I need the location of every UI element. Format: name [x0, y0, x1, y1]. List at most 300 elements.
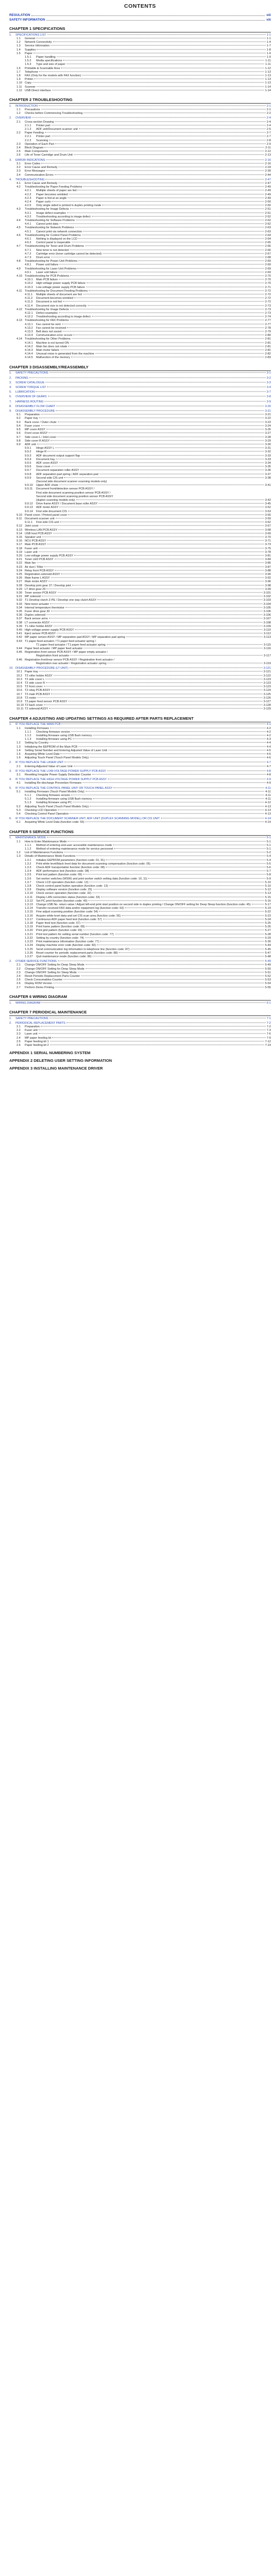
- toc-entry[interactable]: [9, 454, 271, 458]
- toc-entry[interactable]: [9, 178, 271, 182]
- toc-entry[interactable]: [9, 654, 271, 658]
- toc-entry[interactable]: [9, 903, 271, 907]
- toc-entry[interactable]: [9, 836, 271, 840]
- toc-entry[interactable]: [9, 425, 271, 428]
- toc-entry[interactable]: [9, 617, 271, 621]
- toc-entry[interactable]: [9, 532, 271, 536]
- toc-entry[interactable]: [9, 547, 271, 551]
- toc-entry[interactable]: [9, 551, 271, 554]
- toc-entry[interactable]: [9, 293, 271, 297]
- toc-entry[interactable]: [9, 308, 271, 312]
- toc-entry[interactable]: [9, 371, 271, 375]
- toc-entry[interactable]: [9, 738, 271, 741]
- toc-entry[interactable]: [9, 877, 271, 881]
- toc-entry[interactable]: [9, 428, 271, 432]
- toc-entry[interactable]: [9, 682, 271, 685]
- toc-entry[interactable]: [9, 787, 271, 790]
- toc-entry[interactable]: [9, 968, 271, 971]
- toc-entry[interactable]: [9, 1029, 271, 1032]
- toc-entry[interactable]: [9, 271, 271, 275]
- toc-entry-page: 2-49: [265, 185, 271, 189]
- toc-entry[interactable]: [9, 197, 271, 200]
- toc-entry[interactable]: [9, 952, 271, 955]
- toc-entry[interactable]: [9, 495, 271, 499]
- toc-entry[interactable]: [9, 241, 271, 245]
- toc-entry[interactable]: [9, 212, 271, 215]
- toc-entry[interactable]: [9, 625, 271, 629]
- toc-entry-title: Check LCD operation (function code: 12): [36, 880, 89, 884]
- toc-entry[interactable]: [9, 840, 271, 844]
- toc-entry[interactable]: [9, 506, 271, 510]
- toc-leader-dots: [59, 462, 264, 463]
- toc-entry[interactable]: [9, 798, 271, 801]
- toc-entry[interactable]: [9, 226, 271, 230]
- toc-entry[interactable]: [9, 487, 271, 491]
- toc-entry[interactable]: [9, 948, 271, 952]
- toc-entry[interactable]: [9, 469, 271, 472]
- toc-entry[interactable]: [9, 1032, 271, 1036]
- toc-entry[interactable]: [9, 888, 271, 892]
- toc-entry[interactable]: [9, 859, 271, 862]
- toc-entry[interactable]: [9, 139, 271, 143]
- toc-entry[interactable]: [9, 458, 271, 462]
- toc-entry[interactable]: [9, 629, 271, 632]
- toc-entry[interactable]: [9, 584, 271, 588]
- toc-entry[interactable]: [9, 821, 271, 824]
- toc-entry[interactable]: [9, 381, 271, 385]
- toc-entry-title: Printer: [25, 78, 34, 81]
- toc-entry[interactable]: [9, 342, 271, 345]
- toc-entry[interactable]: [9, 543, 271, 547]
- toc-entry[interactable]: [9, 400, 271, 404]
- toc-entry[interactable]: [9, 700, 271, 704]
- toc-entry[interactable]: [9, 1022, 271, 1025]
- toc-entry-page: 1-4: [266, 41, 271, 44]
- toc-entry[interactable]: [9, 770, 271, 773]
- toc-entry[interactable]: [9, 319, 271, 323]
- toc-entry[interactable]: [9, 1002, 271, 1005]
- toc-entry[interactable]: [9, 143, 271, 146]
- toc-entry[interactable]: [9, 595, 271, 599]
- toc-entry[interactable]: [9, 896, 271, 900]
- toc-entry[interactable]: [9, 252, 271, 256]
- toc-entry[interactable]: [9, 805, 271, 809]
- toc-entry[interactable]: [9, 89, 271, 93]
- toc-entry[interactable]: [9, 386, 271, 389]
- toc-entry[interactable]: [9, 300, 271, 304]
- toc-entry[interactable]: [9, 636, 271, 639]
- toc-entry[interactable]: [9, 678, 271, 682]
- toc-entry[interactable]: [9, 944, 271, 947]
- toc-entry[interactable]: [9, 1037, 271, 1040]
- toc-entry[interactable]: [9, 580, 271, 584]
- toc-entry[interactable]: [9, 707, 271, 711]
- toc-entry[interactable]: [9, 697, 271, 700]
- toc-entry[interactable]: [9, 405, 271, 409]
- toc-entry[interactable]: [9, 704, 271, 707]
- toc-entry[interactable]: [9, 71, 271, 74]
- toc-entry[interactable]: [9, 108, 271, 112]
- toc-entry[interactable]: [9, 116, 271, 120]
- toc-entry[interactable]: [9, 749, 271, 753]
- toc-entry[interactable]: [9, 56, 271, 59]
- toc-entry[interactable]: [9, 885, 271, 888]
- toc-entry[interactable]: [9, 566, 271, 569]
- toc-entry[interactable]: [9, 219, 271, 223]
- toc-entry[interactable]: [9, 263, 271, 267]
- toc-entry-number: 4.3.1: [25, 211, 31, 215]
- toc-entry[interactable]: [9, 337, 271, 341]
- toc-entry[interactable]: [9, 37, 271, 41]
- toc-entry[interactable]: [9, 517, 271, 521]
- toc-entry[interactable]: [9, 135, 271, 139]
- toc-entry-number: 2.7: [17, 986, 21, 989]
- toc-entry[interactable]: [9, 421, 271, 425]
- toc-entry-page: 3-27: [265, 432, 271, 435]
- toc-entry[interactable]: [9, 662, 271, 666]
- toc-entry-title: Document separation roller ASSY: [36, 469, 79, 472]
- toc-entry-number: 1.6: [17, 756, 21, 760]
- toc-entry-page: 5-29: [265, 936, 271, 940]
- toc-entry[interactable]: [9, 986, 271, 990]
- toc-entry[interactable]: [9, 59, 271, 63]
- toc-entry[interactable]: [9, 112, 271, 115]
- toc-entry[interactable]: [9, 603, 271, 606]
- toc-entry[interactable]: [9, 215, 271, 219]
- toc-entry[interactable]: [9, 937, 271, 940]
- toc-entry-title: Error Cause and Remedy: [25, 181, 58, 185]
- toc-entry[interactable]: [9, 907, 271, 910]
- toc-entry[interactable]: [9, 591, 271, 595]
- toc-entry-page: 2-52: [265, 215, 271, 218]
- toc-entry[interactable]: [9, 74, 271, 78]
- toc-entry[interactable]: [9, 349, 271, 352]
- toc-entry[interactable]: [9, 154, 271, 157]
- toc-entry[interactable]: [9, 323, 271, 327]
- toc-entry[interactable]: [9, 282, 271, 285]
- toc-entry[interactable]: [9, 745, 271, 749]
- toc-entry[interactable]: [9, 249, 271, 252]
- toc-entry-number: 1.12: [17, 89, 22, 92]
- toc-entry[interactable]: [9, 33, 271, 37]
- toc-entry[interactable]: [9, 881, 271, 885]
- toc-entry-page: 3-106: [263, 614, 271, 617]
- toc-entry[interactable]: [9, 940, 271, 944]
- toc-entry[interactable]: [9, 975, 271, 978]
- toc-entry[interactable]: [9, 658, 271, 662]
- toc-entry-title: DISASSEMBLY PROCEDURE (LT UNIT): [15, 667, 69, 670]
- toc-entry[interactable]: [9, 345, 271, 349]
- toc-entry[interactable]: [9, 304, 271, 308]
- toc-entry[interactable]: [9, 170, 271, 173]
- toc-entry-number: 4.10.1: [25, 278, 33, 282]
- toc-entry-title: Change ON/OFF Setting for Sleep Mode: [25, 971, 77, 974]
- appendix-heading[interactable]: APPENDIX 3 INSTALLING MAINTENANCE DRIVER: [9, 1066, 103, 1071]
- toc-entry-title: Display ROM Version: [25, 982, 53, 986]
- toc-entry[interactable]: [9, 801, 271, 805]
- toc-entry[interactable]: [9, 410, 271, 413]
- toc-entry-number: 4.8.1: [25, 263, 31, 267]
- toc-entry[interactable]: [9, 1044, 271, 1047]
- toc-entry[interactable]: [9, 790, 271, 794]
- toc-entry[interactable]: [9, 275, 271, 278]
- toc-entry-title: Printable & Scannable Area: [25, 66, 60, 70]
- toc-entry[interactable]: [9, 162, 271, 166]
- toc-entry[interactable]: [9, 327, 271, 330]
- toc-entry[interactable]: [9, 873, 271, 877]
- toc-entry-title: Cartridge error (toner cartridge cannot be detected): [36, 252, 102, 256]
- toc-entry[interactable]: [9, 121, 271, 124]
- toc-entry[interactable]: [9, 514, 271, 517]
- toc-entry[interactable]: [9, 573, 271, 577]
- toc-entry[interactable]: [9, 450, 271, 454]
- toc-entry[interactable]: [9, 67, 271, 71]
- toc-entry[interactable]: [9, 286, 271, 290]
- toc-entry[interactable]: [9, 569, 271, 573]
- toc-entry[interactable]: [9, 925, 271, 929]
- toc-entry[interactable]: [9, 432, 271, 435]
- toc-entry[interactable]: [9, 521, 271, 524]
- toc-entry[interactable]: [9, 685, 271, 689]
- toc-entry[interactable]: [9, 465, 271, 469]
- toc-entry[interactable]: [9, 558, 271, 562]
- toc-entry[interactable]: [9, 812, 271, 816]
- toc-entry-page: 2-11: [265, 146, 271, 150]
- toc-entry[interactable]: [9, 621, 271, 625]
- toc-entry[interactable]: [9, 395, 271, 399]
- toc-entry[interactable]: [9, 413, 271, 417]
- toc-entry-title: IF YOU REPLACE THE LASER UNIT: [15, 761, 64, 765]
- toc-entry[interactable]: [9, 866, 271, 870]
- toc-entry[interactable]: [9, 955, 271, 959]
- toc-entry[interactable]: [9, 208, 271, 211]
- toc-entry[interactable]: [9, 128, 271, 131]
- toc-entry[interactable]: [9, 778, 271, 782]
- toc-entry[interactable]: [9, 651, 271, 654]
- toc-entry[interactable]: [9, 960, 271, 963]
- toc-entry-number: 2.2: [17, 1029, 21, 1032]
- toc-entry[interactable]: [9, 417, 271, 420]
- appendix-heading[interactable]: APPENDIX 1 SERIAL NUMBERING SYSTEM: [9, 1050, 91, 1056]
- toc-entry-title: Preparation: [25, 413, 40, 417]
- toc-entry[interactable]: [9, 502, 271, 506]
- toc-entry[interactable]: [9, 731, 271, 734]
- toc-entry[interactable]: [9, 480, 271, 484]
- toc-entry-number: 1.11: [17, 85, 22, 89]
- toc-entry[interactable]: [9, 539, 271, 543]
- toc-entry[interactable]: [9, 577, 271, 580]
- appendix-heading[interactable]: APPENDIX 2 DELETING USER SETTING INFORMATION: [9, 1058, 112, 1063]
- toc-entry[interactable]: [9, 330, 271, 334]
- toc-entry[interactable]: [9, 334, 271, 337]
- toc-entry[interactable]: [9, 439, 271, 443]
- toc-entry[interactable]: [9, 524, 271, 528]
- toc-entry[interactable]: [9, 982, 271, 986]
- toc-entry[interactable]: [9, 391, 271, 394]
- toc-entry[interactable]: [9, 315, 271, 319]
- toc-entry[interactable]: [9, 260, 271, 263]
- toc-entry[interactable]: [9, 693, 271, 697]
- toc-entry[interactable]: [9, 436, 271, 439]
- toc-entry[interactable]: [9, 855, 271, 858]
- toc-entry[interactable]: [9, 297, 271, 300]
- toc-entry-number: 2.3: [17, 142, 21, 146]
- toc-entry[interactable]: [9, 267, 271, 271]
- toc-entry[interactable]: [9, 900, 271, 903]
- toc-entry[interactable]: [9, 234, 271, 238]
- toc-entry[interactable]: [9, 817, 271, 821]
- toc-front-entry[interactable]: [9, 18, 271, 22]
- toc-entry-title: Paper is fed at an angle: [36, 196, 67, 200]
- toc-entry-number: 1.3.16: [25, 914, 33, 918]
- toc-entry[interactable]: [9, 477, 271, 480]
- toc-entry[interactable]: [9, 510, 271, 514]
- toc-entry[interactable]: [9, 1040, 271, 1044]
- toc-entry[interactable]: [9, 443, 271, 447]
- chapter-rule: [9, 835, 271, 836]
- toc-entry[interactable]: [9, 910, 271, 914]
- toc-entry[interactable]: [9, 238, 271, 241]
- toc-entry[interactable]: [9, 918, 271, 922]
- toc-entry[interactable]: [9, 182, 271, 185]
- toc-entry[interactable]: [9, 447, 271, 450]
- toc-entry-page: 3-2: [266, 376, 271, 380]
- toc-entry[interactable]: [9, 640, 271, 643]
- toc-front-entry[interactable]: [9, 13, 271, 17]
- toc-entry[interactable]: [9, 131, 271, 135]
- toc-entry[interactable]: [9, 933, 271, 937]
- toc-entry[interactable]: [9, 765, 271, 769]
- toc-entry[interactable]: [9, 862, 271, 866]
- toc-entry-page: 3-110: [264, 629, 271, 632]
- toc-entry-page: 3-23: [265, 420, 271, 424]
- toc-entry[interactable]: [9, 200, 271, 204]
- toc-entry[interactable]: [9, 223, 271, 226]
- toc-entry[interactable]: [9, 63, 271, 66]
- toc-entry[interactable]: [9, 150, 271, 154]
- toc-entry[interactable]: [9, 204, 271, 208]
- toc-entry[interactable]: [9, 606, 271, 610]
- toc-entry[interactable]: [9, 124, 271, 128]
- toc-entry[interactable]: [9, 1025, 271, 1029]
- toc-entry[interactable]: [9, 599, 271, 602]
- toc-entry[interactable]: [9, 670, 271, 674]
- toc-entry[interactable]: [9, 929, 271, 933]
- toc-entry[interactable]: [9, 189, 271, 193]
- toc-entry[interactable]: [9, 312, 271, 315]
- toc-entry[interactable]: [9, 462, 271, 465]
- toc-entry[interactable]: [9, 1017, 271, 1021]
- toc-entry[interactable]: [9, 554, 271, 558]
- toc-entry[interactable]: [9, 643, 271, 647]
- toc-entry[interactable]: [9, 753, 271, 756]
- toc-entry[interactable]: [9, 473, 271, 477]
- toc-entry[interactable]: [9, 741, 271, 745]
- toc-entry[interactable]: [9, 41, 271, 44]
- toc-entry[interactable]: [9, 174, 271, 177]
- toc-entry[interactable]: [9, 971, 271, 975]
- toc-entry[interactable]: [9, 492, 271, 495]
- toc-entry-number: 4.2.5: [25, 204, 31, 208]
- toc-leader-dots: [71, 731, 266, 732]
- toc-entry[interactable]: [9, 78, 271, 81]
- toc-entry[interactable]: [9, 892, 271, 895]
- toc-entry-title: IF YOU REPLACE THE HIGH-VOLTAGE POWER SUPPLY PCB ASSY: [15, 778, 107, 782]
- toc-entry[interactable]: [9, 647, 271, 651]
- toc-entry[interactable]: [9, 851, 271, 855]
- toc-entry[interactable]: [9, 256, 271, 260]
- toc-entry[interactable]: [9, 978, 271, 982]
- toc-entry[interactable]: [9, 86, 271, 89]
- toc-entry[interactable]: [9, 185, 271, 189]
- toc-entry[interactable]: [9, 870, 271, 873]
- toc-entry[interactable]: [9, 536, 271, 539]
- toc-entry[interactable]: [9, 689, 271, 692]
- toc-entry[interactable]: [9, 782, 271, 785]
- toc-entry[interactable]: [9, 963, 271, 967]
- toc-entry[interactable]: [9, 290, 271, 293]
- toc-entry[interactable]: [9, 727, 271, 731]
- toc-entry[interactable]: [9, 105, 271, 108]
- toc-entry[interactable]: [9, 377, 271, 380]
- toc-entry[interactable]: [9, 499, 271, 502]
- toc-entry[interactable]: [9, 484, 271, 487]
- toc-entry[interactable]: [9, 245, 271, 248]
- toc-entry[interactable]: [9, 773, 271, 777]
- toc-entry[interactable]: [9, 756, 271, 760]
- toc-entry[interactable]: [9, 794, 271, 798]
- toc-entry-number: 2.2.2: [25, 139, 31, 142]
- toc-entry[interactable]: [9, 809, 271, 812]
- toc-entry[interactable]: [9, 146, 271, 150]
- toc-entry-title: Error Messages: [25, 170, 45, 173]
- toc-entry[interactable]: [9, 614, 271, 617]
- toc-entry[interactable]: [9, 844, 271, 848]
- toc-entry[interactable]: [9, 159, 271, 162]
- toc-entry[interactable]: [9, 723, 271, 726]
- toc-entry-number: 1.4: [17, 48, 21, 52]
- toc-entry[interactable]: [9, 44, 271, 48]
- toc-entry[interactable]: [9, 610, 271, 614]
- toc-entry-title: Drum error: [36, 256, 51, 259]
- toc-entry[interactable]: [9, 734, 271, 738]
- toc-leader-dots: [31, 12, 265, 16]
- toc-entry-number: 4.14.2: [25, 345, 33, 348]
- toc-entry[interactable]: [9, 674, 271, 678]
- toc-entry[interactable]: [9, 914, 271, 918]
- toc-entry[interactable]: [9, 278, 271, 282]
- toc-entry[interactable]: [9, 848, 271, 851]
- toc-entry[interactable]: [9, 193, 271, 197]
- toc-entry[interactable]: [9, 356, 271, 360]
- toc-entry[interactable]: [9, 632, 271, 636]
- toc-entry[interactable]: [9, 48, 271, 52]
- toc-entry[interactable]: [9, 562, 271, 565]
- toc-entry[interactable]: [9, 529, 271, 532]
- toc-entry[interactable]: [9, 52, 271, 56]
- toc-entry[interactable]: [9, 81, 271, 85]
- toc-entry-page: 3-22: [265, 417, 271, 420]
- toc-entry[interactable]: [9, 230, 271, 234]
- toc-entry[interactable]: [9, 922, 271, 925]
- toc-entry[interactable]: [9, 166, 271, 170]
- toc-entry[interactable]: [9, 588, 271, 591]
- toc-entry[interactable]: [9, 352, 271, 356]
- toc-entry[interactable]: [9, 667, 271, 670]
- toc-entry-title: DISASSEMBLY PROCEDURE: [15, 410, 55, 413]
- toc-entry[interactable]: [9, 761, 271, 765]
- toc-leader-dots: [57, 436, 264, 437]
